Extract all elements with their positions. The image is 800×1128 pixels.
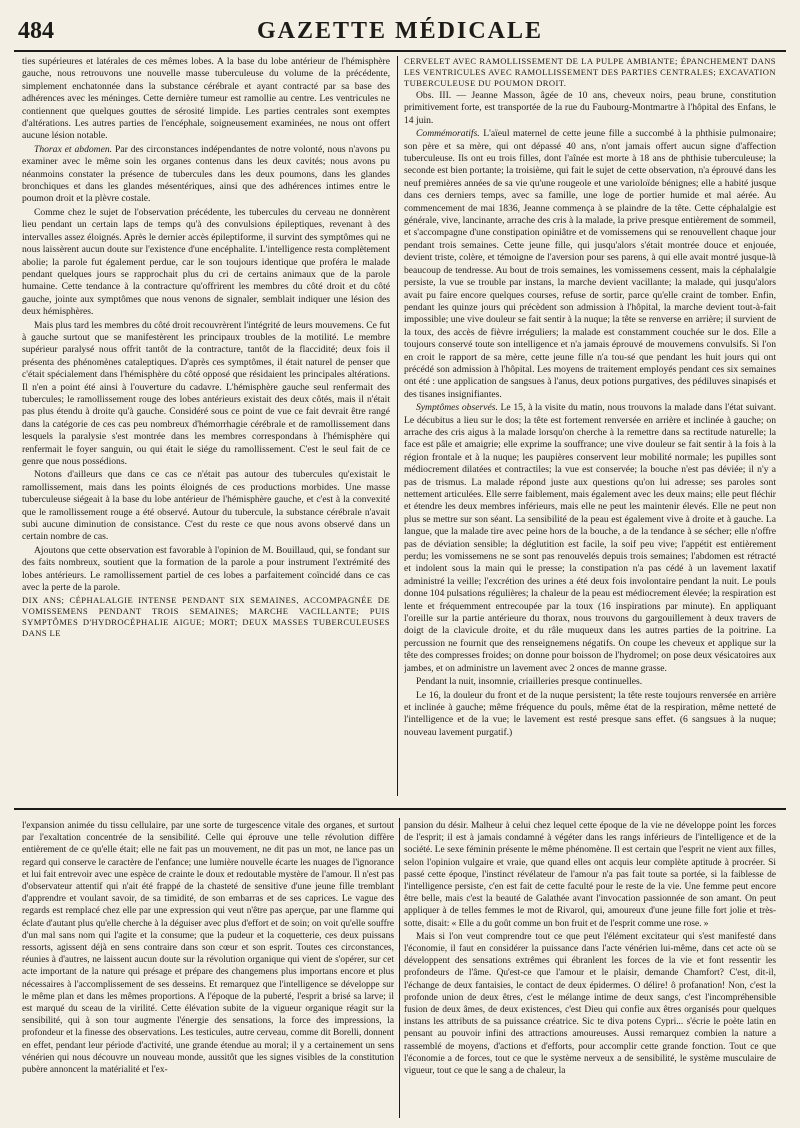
paragraph [22, 144, 390, 206]
paragraph-text: Par des circonstances indépendantes de notre volonté, nous n'avons pu examiner avec le même soin les organes contenus dans les deux cavités; nous avons pu néanmoins constater la présence de tubercules dans les deux poumons, dans les glandes bronchiques et dans les glandes mésentériques, ainsi que des adhérences intimes entre le poumon droit et la plèvre costale. [22, 143, 390, 205]
page-header [14, 16, 786, 52]
paragraph: Ajoutons que cette observation est favorable à l'opinion de M. Bouillaud, qui, se fondant sur des faits nombreux, soutient que la formation de la parole a pour instrument l'extrémité des lobes antérieurs. Le ramollissement partiel de ces lobes a parfaitement coïncidé dans ce cas avec la perte de la parole. [22, 544, 390, 594]
paragraph: Le 16, la douleur du front et de la nuque persistent; la tête reste toujours renversée en arrière et inclinée à gauche; même fréquence du pouls, même état de la respiration, même netteté de l'intelligence et de la vue; le lavement est resté presque sans effet. (6 sangsues à la nuque; nouveau lavement purgatif.) [404, 689, 776, 738]
paragraph: l'expansion animée du tissu cellulaire, par une sorte de turgescence vitale des organes, et surtout par l'exaltation concentrée de la sensibilité. Celle qui éprouve une telle révolution diffère entièrement de ce qu'elle était; elle ne fait pas un mouvement, ne dit pas un mot, ne lance pas un regard qui conserve le caractère de l'enfance; une lumière nouvelle écarte les nuages de l'ignorance et lui fait entrevoir avec une espèce de crainte le doux et redoutable mystère de l'amour. Il n'est pas d'observateur attentif qui n'ait été frappé de la chasteté de sensitive d'une jeune fille tremblant d'apprendre et voulant savoir, de sa timidité, de son embarras et de ses caprices. Le vague des regards est remplacé chez elle par une expression qui veut n'être pas aperçue, par une flamme qui éclate d'autant plus qu'elle cherche à la déguiser avec plus d'effort et de soin; on voit qu'elle souffre d'un mal sans nom qui l'agite et la consume; que la pudeur et la coquetterie, ces deux puissans ressorts, agissent déjà en sens contraire dans son cœur et son esprit. Toutes ces circonstances, réunies à d'autres, ne laissent aucun doute sur la révolution organique qui vient de s'opérer, sur cet acte important de la nature qui présage et prépare des changemens plus importans encore et plus nécessaires à l'accomplissement de ses desseins. Et remarquez que l'intelligence se développe sur le même plan et dans les mêmes proportions. A l'époque de la puberté, l'esprit a brisé sa larve; il est marqué du sceau de la virilité. Cette élévation subite de la vigueur organique réagit sur la sensibilité, qui à son tour augmente l'énergie des sensations, la force des impressions, la profondeur et la finesse des observations. Les testicules, autre cerveau, comme dit Borelli, donnent en effet, pendant leur période d'activité, une grande étendue au moral; il y a certainement un sens vénérien qui nous découvre un nouveau monde, aussitôt que les signes visibles de la constitution pubère annoncent la matérialité et l'ex- [22, 821, 394, 1076]
page-number: 484 [18, 18, 54, 44]
section-divider [14, 808, 786, 810]
column-bottom-right [404, 820, 776, 1120]
observation-caption: CERVELET AVEC RAMOLLISSEMENT DE LA PULPE AMBIANTE; ÉPANCHEMENT DANS LES VENTRICULES AVEC RAMOLLISSEMENT DES PARTIES CENTRALES; EXCAVATION TUBERCULEUSE DU POUMON DROIT. [404, 56, 776, 88]
paragraph: ties supérieures et latérales de ces mêmes lobes. A la base du lobe antérieur de l'hémisphère gauche, nous retrouvons une nouvelle masse tuberculeuse du volume de la précédente, simplement enchatonnée dans la substance cérébrale et ayant contracté par sa base des adhérences avec les méninges. Cette dernière tumeur est ramollie au centre. Les ventricules ne contiennent que quelques gouttes de sérosité limpide. Les parties centrales sont exemptes d'altérations. Les autres parties de l'encéphale, soigneusement examinées, ne nous ont offert aucune lésion notable. [22, 56, 390, 142]
paragraph [404, 90, 776, 127]
column-divider [397, 56, 398, 796]
section-lead: Commémoratifs. [416, 128, 480, 140]
column-top-right [404, 56, 776, 796]
paragraph [404, 402, 776, 675]
paragraph-text: L'aïeul maternel de cette jeune fille a succombé à la phthisie pulmonaire; son père et sa mère, qui ont dépassé 40 ans, n'ont jamais offert aucun signe d'affection tuberculeuse. Ils ont eu trois filles, dont l'aînée est morte à 18 ans de phthisie tuberculeuse; la seconde est bien portante; la troisième, qui fait le sujet de cette observation, n'a éprouvé dans les neuf premières années de sa vie qu'une rougeole et une varioloïde bénignes; elle a habité jusque dans ces derniers temps, avec sa famille, une loge de portier humide et mal aérée. Au commencement de mai 1836, Jeanne commença à se plaindre de la tête. Cette céphalalgie est générale, vive, lancinante, arrache des cris à la malade, la prive presque entièrement de sommeil, et s'accompagne d'une constipation opiniâtre et de vomissemens qui se renouvellent chaque jour pendant trois semaines. Cette jeune fille, qui jusqu'alors s'était montrée douce et enjouée, devient triste, colère, et témoigne de l'aversion pour ses parens, à qui elle avait montré jusque-là beaucoup de tendresse. Au bout de trois semaines, les vomissemens cessent, mais la céphalalgie persiste, la vue se trouble par instans, la marche devient vacillante; la malade, qui jusqu'alors avait pu faire encore quelques courses, refuse de sortir, parce qu'elle craint de tomber. Enfin, pendant les quinze jours qui précèdent son admission à l'hôpital, la marche devient tout-à-fait impossible; une vive douleur se fait sentir à la nuque; la tête se renverse en arrière; il survient de la toux, des accès de fièvre irréguliers; la malade est constamment couchée sur le dos. Elle a toujours conservé toute son intelligence et n'a jamais éprouvé de mouvemens convulsifs. Si l'on en croit le rapport de sa mère, cette jeune fille n'a tou-sé que pendant les huit jours qui ont précédé son admission à l'hôpital. Les moyens de traitement employés pendant ces six semaines ont été : une application de sangsues à l'anus, deux potions purgatives, des pédiluves sinapisés et des tisanes insignifiantes. [404, 128, 776, 400]
column-bottom-left [22, 820, 394, 1120]
paragraph: Comme chez le sujet de l'observation précédente, les tubercules du cerveau ne donnèrent lieu pendant un certain laps de temps qu'à des convulsions épileptiques, revenant à des intervalles assez éloignés. Après le dernier accès épileptiforme, il survint des symptômes qui ne nous laissèrent aucun doute sur l'existence d'une encéphalite. L'intelligence resta complètement abolie; la parole fut également perdue, car le son toujours identique que proféra le malade pendant quelques jours se rapprochait plus du cri de certains animaux que de la parole humaine. Cette tendance à la contracture qu'offrirent les membres du côté droit et du côté gauche, jointe aux symptômes que nous venons de signaler, semblait indiquer une lésion des deux hémisphères. [22, 206, 390, 318]
paragraph: Mais si l'on veut comprendre tout ce que peut l'élément excitateur qui s'est manifesté dans l'économie, il faut en considérer la puissance dans l'acte vénérien lui-même, dans cet acte où se développent des sensations extrêmes qui ébranlent les forces de la vie et font ressentir les profondeurs de l'âme. Qu'est-ce que l'amour et le plaisir, demande Chamfort? C'est, dit-il, l'échange de deux fantaisies, le contact de deux épidermes. O délire! ô profanation! Non, c'est la profonde union de deux êtres, c'est le mélange intime de deux sangs, c'est l'incompréhensible fusion de deux âmes, de deux existences, c'est Dieu qui confie aux êtres organisés pour quelques instans les attributs de sa puissance créatrice. Sic te diva potens Cypri... s'écrie le poète latin en pensant au pouvoir infini des attractions amoureuses. Aussi remarquez combien la nature a rassemblé de moyens, d'actions et d'efforts, pour accomplir cette grande fonction. Tout ce que l'économie a de forces, tout ce que le système nerveux a de sensibilité, le système musculaire de vigueur, tout ce que le sang a de chaleur, la [404, 931, 776, 1077]
section-lead: Thorax et abdomen. [34, 143, 113, 155]
paragraph-text: — Jeanne Masson, âgée de 10 ans, cheveux noirs, peau brune, constitution primitivement forte, est transportée de la rue du Faubourg-Montmartre à l'hôpital des Enfans, le 14 juin. [404, 90, 776, 126]
section-lead: Symptômes observés. [416, 402, 498, 414]
paragraph: pansion du désir. Malheur à celui chez lequel cette époque de la vie ne développe point les forces de l'esprit; il est à jamais condamné à végéter dans les rangs inférieurs de l'intelligence et de la société. Le sexe féminin présente le même phénomène. Il est certain que l'esprit ne vient aux filles, selon l'opinion vulgaire et vraie, que quand elles ont acquis leur complète aptitude à procréer. Si passé cette époque, l'instinct révélateur de l'amour n'a pas fait toute sa portée, si la faiblesse de l'intelligence persiste, c'en est fait de cette faculté pour le reste de la vie. Une femme peut encore être belle, mais c'est la beauté de Galathée avant l'invocation passionnée de son amant. On peut appliquer à de telles femmes le mot de Rivarol, qui, amoureux d'une jeune fille fort jolie et très-sotte, disait: « Elle a du goût comme un bon fruit et de l'esprit comme une rose. » [404, 821, 776, 929]
observation-caption: DIX ANS; CÉPHALALGIE INTENSE PENDANT SIX SEMAINES, ACCOMPAGNÉE DE VOMISSEMENS PENDANT TROIS SEMAINES; MARCHE VACILLANTE; PUIS SYMPTÔMES D'HYDROCÉPHALIE AIGUE; MORT; DEUX MASSES TUBERCULEUSES DANS LE [22, 595, 390, 639]
journal-title: GAZETTE MÉDICALE [256, 18, 544, 44]
paragraph: Pendant la nuit, insomnie, criailleries presque continuelles. [416, 676, 643, 688]
paragraph-text: Le 15, à la visite du matin, nous trouvons la malade dans l'état suivant. Le décubitus a lieu sur le dos; la tête est fortement renversée en arrière et inclinée à gauche; on arrache des cris aigus à la malade lorsqu'on cherche à la remettre dans sa rectitude naturelle; la face est pâle et amaigrie; elle exprime la souffrance; une vive douleur se fait sentir à la fois à la région frontale et à la nuque; les paupières conservent leur mobilité normale; les pupilles sont médiocrement dilatées et contractiles; la vue est conservée; la bouche n'est pas déviée; il n'y a pas de trismus. La malade répond juste aux questions qu'on lui adresse; ses paroles sont nettement articulées. Elle serre faiblement, mais également avec les deux mains; elle peut fléchir et étendre les deux membres inférieurs, mais elle ne peut les maintenir élevés. Elle ne peut non plus se mettre sur son séant. La sensibilité de la peau est également vive à droite et à gauche. La langue, que la malade tire avec peine hors de la bouche, a de la tendance à se sécher; elle n'offre pas de déviation sensible; la déglutition est facile, la soif peu vive; l'appétit est entièrement perdu; les vomissemens ne se sont pas renouvelés depuis trois semaines; l'abdomen est rétracté et indolent sous la main qui le presse; la constipation n'a pas cédé à un lavement laxatif administré la veille; l'excrétion des urines a été deux fois involontaire pendant la nuit. Le pouls donne 104 pulsations régulières; la chaleur de la peau est médiocrement élevée; la respiration est lente et fréquemment entrecoupée par la toux (16 inspirations par minute). En appliquant l'oreille sur la partie antérieure du thorax, nous trouvons du gargouillement à deux travers de doigt de la clavicule droite, et du râle muqueux dans les autres parties de la poitrine. La percussion ne fournit que des renseignemens négatifs. On coupe les cheveux et applique sur la tête des compresses froides; on donne pour boisson de l'hydromel; on pose deux vésicatoires aux jambes, et on administre un lavement avec 2 onces de manne grasse. [404, 402, 776, 674]
paragraph [404, 128, 776, 401]
paragraph: Mais plus tard les membres du côté droit recouvrèrent l'intégrité de leurs mouvemens. Ce fut à gauche surtout que se manifestèrent les principaux troubles de la motilité. Le membre supérieur paralysé nous offrit tantôt de la contracture, tantôt de la flaccidité; deux fois il présenta des phénomènes cataleptiques. D'après ces symptômes, il était naturel de penser que c'était spécialement dans l'hémisphère du côté opposé que résidaient les principales altérations. Il n'en a point été ainsi à l'ouverture du cadavre. L'hémisphère gauche seul renfermait des tubercules; le ramollissement rouge des lobes antérieurs existait des deux côtés, mais il n'était pas plus étendu à droite qu'à gauche. Considéré sous ce point de vue ce fait devrait être rangé dans la catégorie de ces cas peu nombreux d'hémorrhagie cérébrale et de ramollissement dans lesquels la paralysie s'est montrée dans les membres correspondans à l'hémisphère qui renfermait le foyer sanguin, ou qui était le siége du ramollissement. C'est le seul fait de ce genre que nous possédions. [22, 319, 390, 467]
column-divider [399, 818, 400, 1118]
column-top-left [22, 56, 390, 794]
paragraph: Notons d'ailleurs que dans ce cas ce n'était pas autour des tubercules qu'existait le ramollissement, mais dans les points éloignés de ces productions morbides. Une masse tuberculeuse siégeait à la base du lobe antérieur de l'hémisphère gauche, et c'est à la convexité que le ramollissement rouge a été observé. Autour du tubercule, la substance cérébrale n'avait subi aucune diminution de consistance. C'est du reste ce que nous avons observé dans un certain nombre de cas. [22, 469, 390, 543]
observation-lead: Obs. III. [416, 90, 452, 101]
